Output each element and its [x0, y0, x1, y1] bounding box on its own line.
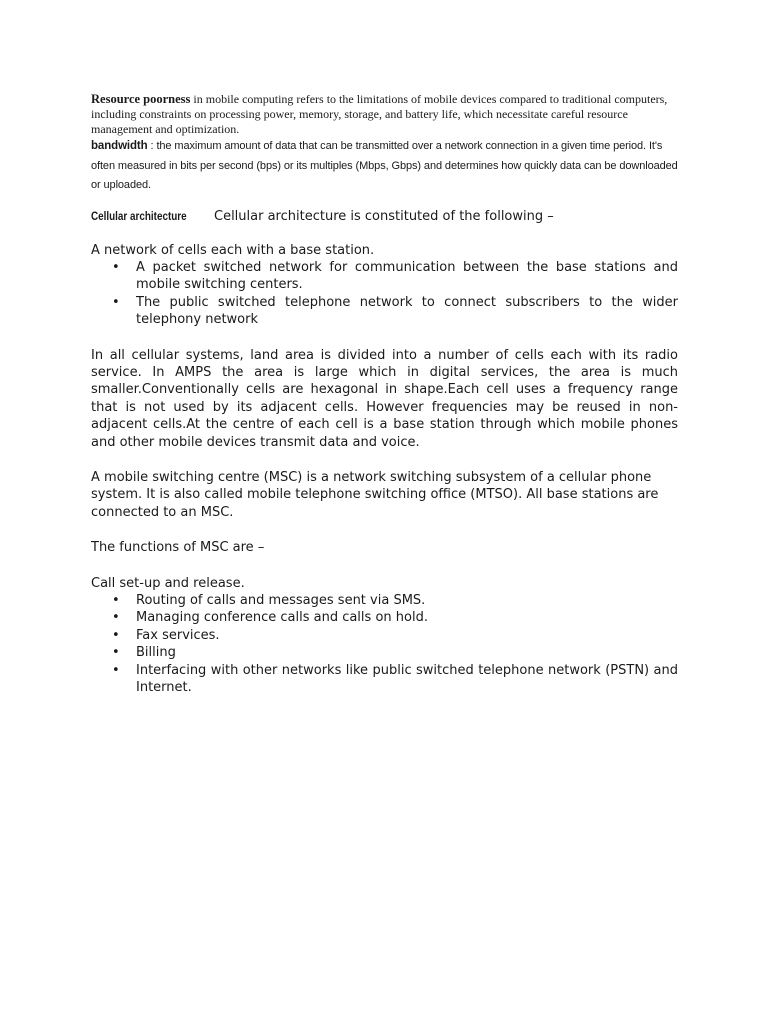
cellular-architecture-term: Cellular architecture: [91, 210, 187, 223]
list-item: • Managing conference calls and calls on hold.: [112, 610, 428, 626]
bullet-icon: •: [112, 294, 120, 310]
bullet-icon: •: [112, 593, 120, 608]
bullet-icon: •: [112, 645, 120, 661]
bandwidth-term: bandwidth: [91, 140, 148, 152]
resource-poorness-paragraph: [91, 92, 678, 137]
msc-bullet-list: [91, 592, 678, 696]
cellular-intro: A network of cells each with a base station.: [91, 242, 375, 258]
resource-poorness-term: Resource poorness: [91, 92, 191, 106]
msc-functions-heading: The functions of MSC are –: [91, 540, 265, 556]
list-item: • Routing of calls and messages sent via SMS.: [112, 593, 426, 608]
cellular-bullet-list: [91, 259, 678, 329]
bullet-icon: •: [112, 662, 120, 678]
cellular-architecture-description: Cellular architecture is constituted of the following –: [214, 208, 554, 224]
bandwidth-paragraph: [91, 137, 678, 196]
cellular-systems-paragraph: In all cellular systems, land area is divided into a number of cells each with its radio service. In AMPS the area is large which in digital services, the area is much smaller.Conventionally cells are hexagonal in shape.Each cell uses a frequency range that is not used by its adjacent cells. However frequencies may be reused in non-adjacent cells.At the centre of each cell is a base station through which mobile phones and other mobile devices transmit data and voice.: [91, 347, 678, 450]
bullet-icon: •: [112, 627, 120, 643]
resource-poorness-text: in mobile computing refers to the limitations of mobile devices compared to traditional computers, including constraints on processing power, memory, storage, and battery life, which necessitate careful resource management and optimization.: [91, 92, 668, 136]
bullet-icon: •: [112, 610, 120, 626]
bandwidth-text: : the maximum amount of data that can be transmitted over a network connection in a given time period. It's often measured in bits per second (bps) or its multiples (Mbps, Gbps) and determines how quickly data can be downloaded or uploaded.: [91, 140, 678, 191]
cellular-architecture-heading: [91, 209, 678, 224]
msc-paragraph: A mobile switching centre (MSC) is a network switching subsystem of a cellular phone system. It is also called mobile telephone switching office (MTSO). All base stations are connected to an MSC.: [91, 469, 659, 520]
list-item: • Interfacing with other networks like public switched telephone network (PSTN) and Internet.: [112, 662, 678, 696]
list-item: • Fax services.: [112, 627, 220, 643]
list-item: • The public switched telephone network to connect subscribers to the wider telephony network: [112, 294, 678, 328]
list-item: • A packet switched network for communication between the base stations and mobile switching centers.: [112, 259, 678, 293]
msc-intro: Call set-up and release.: [91, 575, 245, 591]
document-page: [91, 92, 678, 696]
bullet-icon: •: [112, 259, 120, 275]
list-item: • Billing: [112, 645, 176, 661]
